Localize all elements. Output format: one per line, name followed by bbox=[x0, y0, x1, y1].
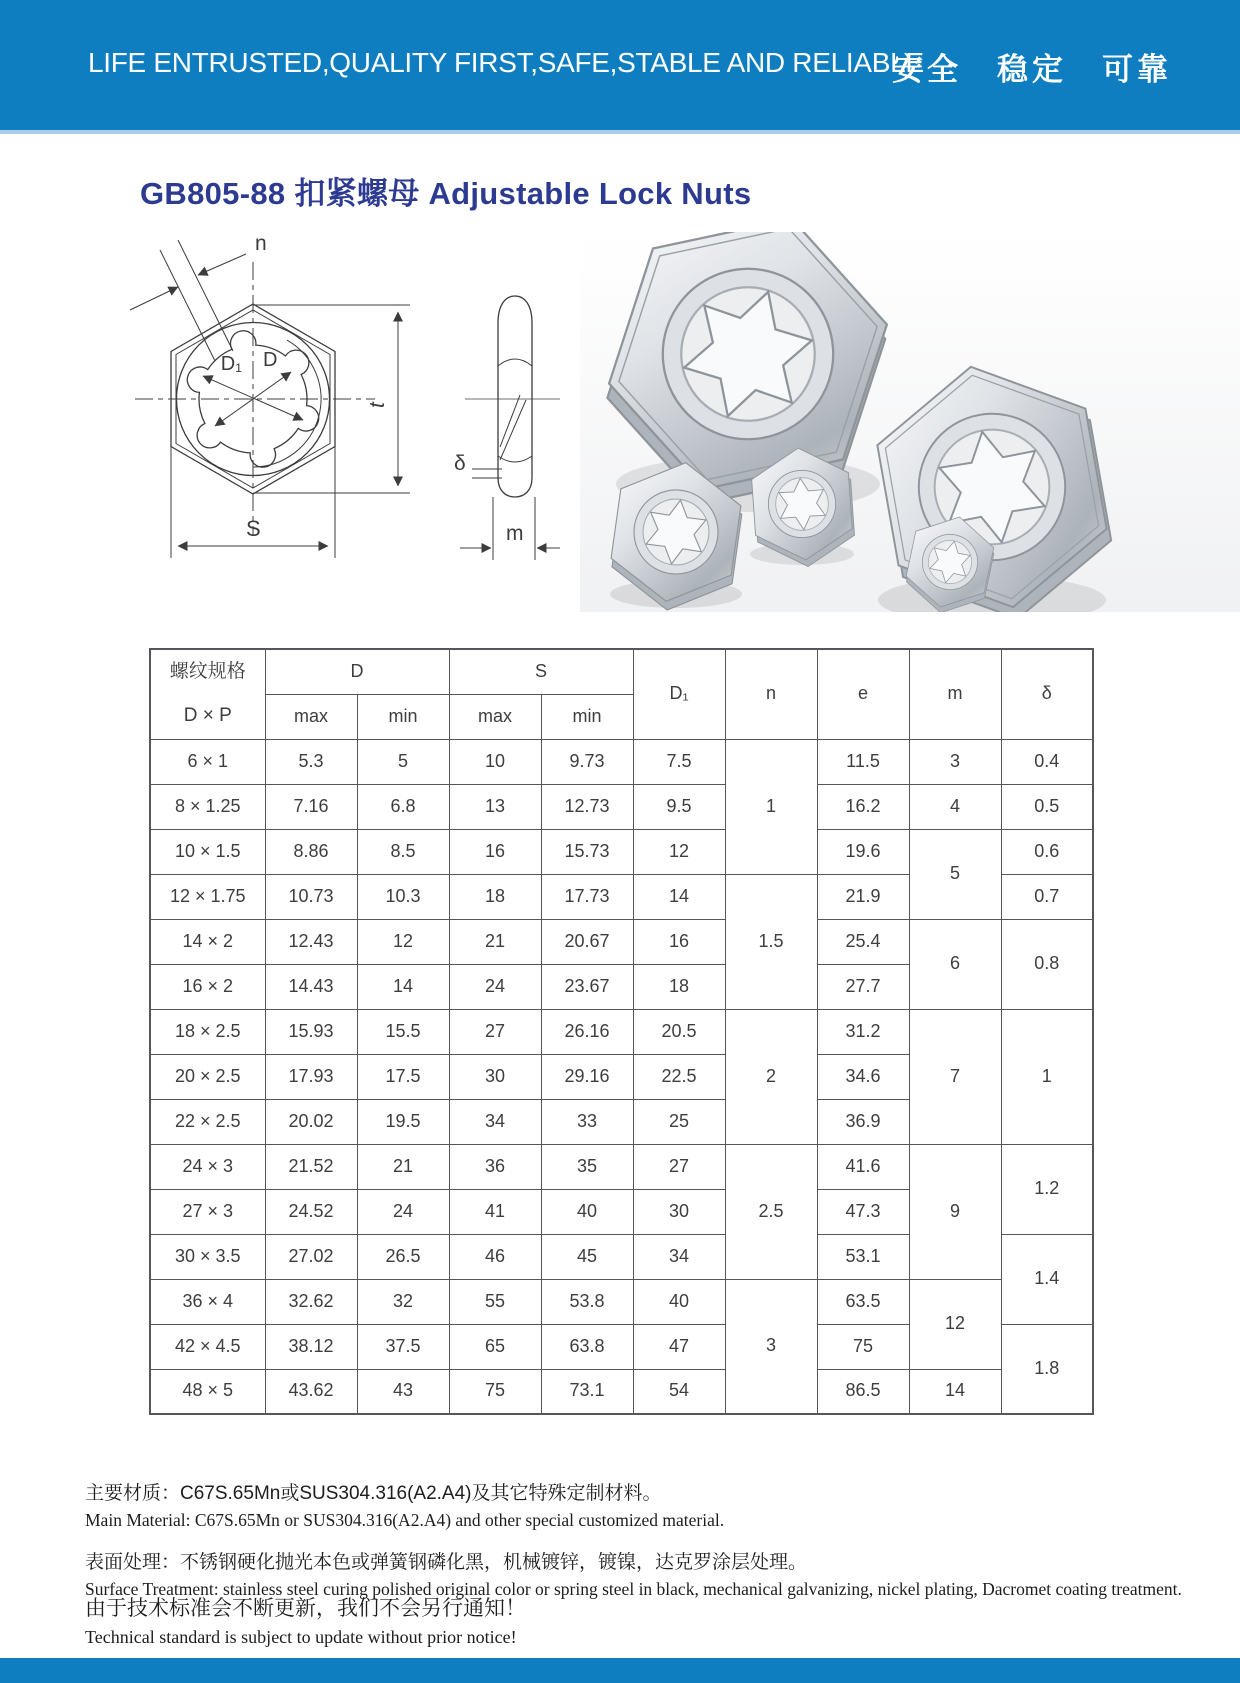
table-cell: 1.4 bbox=[1001, 1234, 1093, 1324]
table-cell: 8.5 bbox=[357, 829, 449, 874]
table-cell: 30 × 3.5 bbox=[150, 1234, 265, 1279]
table-cell: 65 bbox=[449, 1324, 541, 1369]
col-header-delta: δ bbox=[1001, 649, 1093, 739]
table-cell: 36 bbox=[449, 1144, 541, 1189]
table-cell: 33 bbox=[541, 1099, 633, 1144]
table-cell: 53.1 bbox=[817, 1234, 909, 1279]
table-cell: 6.8 bbox=[357, 784, 449, 829]
col-header-e: e bbox=[817, 649, 909, 739]
table-cell: 21.52 bbox=[265, 1144, 357, 1189]
table-cell: 1 bbox=[725, 739, 817, 874]
table-cell: 25.4 bbox=[817, 919, 909, 964]
table-cell: 40 bbox=[633, 1279, 725, 1324]
table-cell: 22 × 2.5 bbox=[150, 1099, 265, 1144]
table-cell: 53.8 bbox=[541, 1279, 633, 1324]
table-cell: 43 bbox=[357, 1369, 449, 1414]
table-cell: 27 bbox=[449, 1009, 541, 1054]
table-cell: 18 bbox=[633, 964, 725, 1009]
table-cell: 24 × 3 bbox=[150, 1144, 265, 1189]
table-cell: 26.16 bbox=[541, 1009, 633, 1054]
col-header-d1: D₁ bbox=[633, 649, 725, 739]
col-header-s-min: min bbox=[541, 694, 633, 739]
table-cell: 3 bbox=[909, 739, 1001, 784]
table-row bbox=[150, 829, 1093, 874]
table-cell: 14 bbox=[633, 874, 725, 919]
col-header-spec-cn: 螺纹规格 bbox=[169, 661, 246, 683]
table-cell: 21 bbox=[357, 1144, 449, 1189]
table-cell: 11.5 bbox=[817, 739, 909, 784]
table-cell: 24.52 bbox=[265, 1189, 357, 1234]
table-cell: 14 × 2 bbox=[150, 919, 265, 964]
table-row bbox=[150, 919, 1093, 964]
table-cell: 42 × 4.5 bbox=[150, 1324, 265, 1369]
table-cell: 86.5 bbox=[817, 1369, 909, 1414]
table-cell: 6 bbox=[909, 919, 1001, 1009]
table-cell: 34 bbox=[449, 1099, 541, 1144]
table-cell: 1.2 bbox=[1001, 1144, 1093, 1234]
table-cell: 5 bbox=[909, 829, 1001, 919]
table-cell: 54 bbox=[633, 1369, 725, 1414]
table-cell: 29.16 bbox=[541, 1054, 633, 1099]
table-cell: 2.5 bbox=[725, 1144, 817, 1279]
table-cell: 7.5 bbox=[633, 739, 725, 784]
table-row bbox=[150, 1144, 1093, 1189]
table-cell: 24 bbox=[449, 964, 541, 1009]
table-cell: 10.73 bbox=[265, 874, 357, 919]
side-view-drawing bbox=[460, 296, 560, 560]
table-cell: 43.62 bbox=[265, 1369, 357, 1414]
product-photo bbox=[580, 232, 1240, 612]
table-cell: 30 bbox=[449, 1054, 541, 1099]
material-note-en: Main Material: C67S.65Mn or SUS304.316(A2.A4) and other special customized material. bbox=[85, 1510, 725, 1530]
table-cell: 13 bbox=[449, 784, 541, 829]
table-cell: 21 bbox=[449, 919, 541, 964]
col-header-s-max: max bbox=[449, 694, 541, 739]
col-header-spec bbox=[150, 649, 265, 739]
table-cell: 19.5 bbox=[357, 1099, 449, 1144]
banner-slogan-chinese: 安全 稳定 可靠 bbox=[892, 52, 1172, 87]
table-cell: 22.5 bbox=[633, 1054, 725, 1099]
table-cell: 18 bbox=[449, 874, 541, 919]
table-row bbox=[150, 1009, 1093, 1054]
table-cell: 12 bbox=[633, 829, 725, 874]
table-cell: 16.2 bbox=[817, 784, 909, 829]
col-header-spec-dxp: D × P bbox=[183, 705, 232, 727]
table-cell: 18 × 2.5 bbox=[150, 1009, 265, 1054]
table-cell: 41.6 bbox=[817, 1144, 909, 1189]
table-cell: 10 bbox=[449, 739, 541, 784]
table-cell: 0.5 bbox=[1001, 784, 1093, 829]
banner-slogan-english: LIFE ENTRUSTED,QUALITY FIRST,SAFE,STABLE AND RELIABLE bbox=[88, 47, 924, 78]
table-cell: 8 × 1.25 bbox=[150, 784, 265, 829]
dim-label-n: n bbox=[255, 232, 267, 255]
table-cell: 27 bbox=[633, 1144, 725, 1189]
table-cell: 32.62 bbox=[265, 1279, 357, 1324]
table-cell: 20.5 bbox=[633, 1009, 725, 1054]
table-cell: 10.3 bbox=[357, 874, 449, 919]
col-header-d: D bbox=[265, 649, 449, 694]
table-cell: 12 bbox=[357, 919, 449, 964]
table-cell: 47.3 bbox=[817, 1189, 909, 1234]
table-cell: 0.7 bbox=[1001, 874, 1093, 919]
col-header-d-min: min bbox=[357, 694, 449, 739]
table-cell: 35 bbox=[541, 1144, 633, 1189]
dim-label-d1: D₁ bbox=[220, 353, 242, 375]
table-cell: 34 bbox=[633, 1234, 725, 1279]
table-cell: 31.2 bbox=[817, 1009, 909, 1054]
table-cell: 20.02 bbox=[265, 1099, 357, 1144]
table-cell: 7 bbox=[909, 1009, 1001, 1144]
table-cell: 17.93 bbox=[265, 1054, 357, 1099]
dim-label-d: D bbox=[263, 349, 278, 371]
surface-note-cn: 表面处理：不锈钢硬化抛光本色或弹簧钢磷化黑，机械镀锌，镀镍，达克罗涂层处理。 bbox=[85, 1552, 808, 1573]
top-banner bbox=[0, 0, 1240, 130]
spec-table bbox=[149, 648, 1094, 1415]
table-row bbox=[150, 1279, 1093, 1324]
table-cell: 12 × 1.75 bbox=[150, 874, 265, 919]
dim-label-t: t bbox=[366, 402, 389, 408]
dim-label-m: m bbox=[506, 522, 524, 545]
table-cell: 4 bbox=[909, 784, 1001, 829]
table-cell: 23.67 bbox=[541, 964, 633, 1009]
table-cell: 75 bbox=[449, 1369, 541, 1414]
table-cell: 20 × 2.5 bbox=[150, 1054, 265, 1099]
table-cell: 27.02 bbox=[265, 1234, 357, 1279]
table-cell: 55 bbox=[449, 1279, 541, 1324]
table-cell: 15.5 bbox=[357, 1009, 449, 1054]
table-cell: 7.16 bbox=[265, 784, 357, 829]
col-header-d-max: max bbox=[265, 694, 357, 739]
table-row bbox=[150, 739, 1093, 784]
table-row bbox=[150, 1369, 1093, 1414]
table-cell: 37.5 bbox=[357, 1324, 449, 1369]
bottom-bar bbox=[0, 1658, 1240, 1683]
notice-section bbox=[85, 1592, 1185, 1648]
table-cell: 9.5 bbox=[633, 784, 725, 829]
table-cell: 1.8 bbox=[1001, 1324, 1093, 1414]
table-cell: 3 bbox=[725, 1279, 817, 1414]
table-cell: 1 bbox=[1001, 1009, 1093, 1144]
table-cell: 2 bbox=[725, 1009, 817, 1144]
table-cell: 16 bbox=[633, 919, 725, 964]
table-cell: 24 bbox=[357, 1189, 449, 1234]
table-cell: 32 bbox=[357, 1279, 449, 1324]
table-cell: 27 × 3 bbox=[150, 1189, 265, 1234]
table-cell: 6 × 1 bbox=[150, 739, 265, 784]
page-title: GB805-88 扣紧螺母 Adjustable Lock Nuts bbox=[140, 176, 752, 211]
table-cell: 16 bbox=[449, 829, 541, 874]
table-cell: 48 × 5 bbox=[150, 1369, 265, 1414]
table-cell: 0.6 bbox=[1001, 829, 1093, 874]
table-cell: 46 bbox=[449, 1234, 541, 1279]
table-cell: 17.73 bbox=[541, 874, 633, 919]
col-header-s: S bbox=[449, 649, 633, 694]
table-cell: 12 bbox=[909, 1279, 1001, 1369]
table-cell: 45 bbox=[541, 1234, 633, 1279]
table-cell: 17.5 bbox=[357, 1054, 449, 1099]
table-cell: 1.5 bbox=[725, 874, 817, 1009]
table-row bbox=[150, 784, 1093, 829]
dim-label-delta: δ bbox=[454, 452, 466, 475]
table-cell: 5.3 bbox=[265, 739, 357, 784]
table-cell: 26.5 bbox=[357, 1234, 449, 1279]
col-header-n: n bbox=[725, 649, 817, 739]
table-cell: 27.7 bbox=[817, 964, 909, 1009]
notice-cn: 由于技术标准会不断更新，我们不会另行通知！ bbox=[85, 1597, 526, 1620]
table-cell: 0.8 bbox=[1001, 919, 1093, 1009]
table-cell: 16 × 2 bbox=[150, 964, 265, 1009]
table-cell: 75 bbox=[817, 1324, 909, 1369]
table-cell: 8.86 bbox=[265, 829, 357, 874]
table-cell: 73.1 bbox=[541, 1369, 633, 1414]
table-cell: 25 bbox=[633, 1099, 725, 1144]
table-cell: 34.6 bbox=[817, 1054, 909, 1099]
technical-drawing bbox=[120, 228, 560, 580]
table-cell: 36 × 4 bbox=[150, 1279, 265, 1324]
notice-en: Technical standard is subject to update without prior notice! bbox=[85, 1627, 517, 1647]
table-cell: 19.6 bbox=[817, 829, 909, 874]
front-view-drawing bbox=[130, 240, 410, 558]
table-cell: 14.43 bbox=[265, 964, 357, 1009]
table-cell: 12.73 bbox=[541, 784, 633, 829]
table-cell: 10 × 1.5 bbox=[150, 829, 265, 874]
table-cell: 20.67 bbox=[541, 919, 633, 964]
table-cell: 12.43 bbox=[265, 919, 357, 964]
table-cell: 15.73 bbox=[541, 829, 633, 874]
drawing-dimension-labels bbox=[221, 232, 524, 545]
table-cell: 63.5 bbox=[817, 1279, 909, 1324]
table-cell: 21.9 bbox=[817, 874, 909, 919]
banner-accent-strip bbox=[0, 130, 1240, 134]
table-cell: 14 bbox=[909, 1369, 1001, 1414]
table-cell: 38.12 bbox=[265, 1324, 357, 1369]
table-cell: 47 bbox=[633, 1324, 725, 1369]
table-cell: 15.93 bbox=[265, 1009, 357, 1054]
table-cell: 63.8 bbox=[541, 1324, 633, 1369]
table-cell: 36.9 bbox=[817, 1099, 909, 1144]
table-cell: 5 bbox=[357, 739, 449, 784]
table-cell: 30 bbox=[633, 1189, 725, 1234]
table-cell: 0.4 bbox=[1001, 739, 1093, 784]
table-cell: 9 bbox=[909, 1144, 1001, 1279]
table-cell: 14 bbox=[357, 964, 449, 1009]
table-cell: 9.73 bbox=[541, 739, 633, 784]
dim-label-s: S bbox=[246, 516, 261, 541]
col-header-m: m bbox=[909, 649, 1001, 739]
material-note-cn: 主要材质：C67S.65Mn或SUS304.316(A2.A4)及其它特殊定制材料。 bbox=[85, 1483, 662, 1504]
table-cell: 40 bbox=[541, 1189, 633, 1234]
table-cell: 41 bbox=[449, 1189, 541, 1234]
surface-note-en: Surface Treatment: stainless steel curing polished original color or spring steel in black, mechanical galvanizing, nickel plating, Dacromet coating treatment. bbox=[85, 1579, 1182, 1599]
